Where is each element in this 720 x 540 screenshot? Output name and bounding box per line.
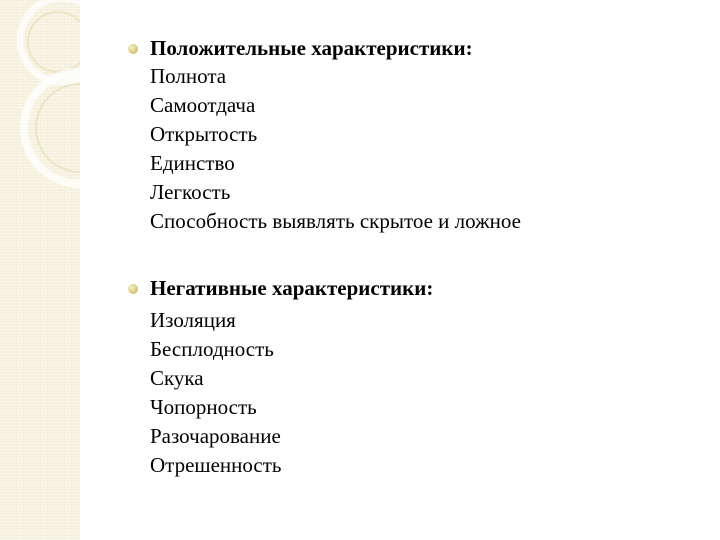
decorative-circles xyxy=(0,0,80,540)
list-item: Чопорность xyxy=(150,395,257,419)
positive-section xyxy=(128,34,521,236)
decor-circle-top-inner xyxy=(28,12,80,72)
list-item: Скука xyxy=(150,366,204,390)
decor-circle-middle xyxy=(24,72,80,184)
negative-heading: Негативные характеристики: xyxy=(150,276,434,300)
negative-section xyxy=(128,274,434,480)
list-item: Легкость xyxy=(150,180,231,204)
list-item: Открытость xyxy=(150,122,258,146)
list-item: Полнота xyxy=(150,64,227,88)
list-item: Отрешенность xyxy=(150,453,282,477)
list-item: Способность выявлять скрытое и ложное xyxy=(150,209,521,233)
list-item: Бесплодность xyxy=(150,337,274,361)
negative-heading-row xyxy=(128,274,434,302)
bullet-icon xyxy=(128,44,138,54)
list-item: Единство xyxy=(150,151,235,175)
bullet-icon xyxy=(128,284,138,294)
positive-heading: Положительные характеристики: xyxy=(150,36,473,60)
positive-heading-row xyxy=(128,34,499,62)
positive-list xyxy=(150,62,521,236)
decorative-side-band xyxy=(0,0,80,540)
negative-list xyxy=(150,306,282,480)
decor-circle-middle-inner xyxy=(36,84,80,172)
list-item: Разочарование xyxy=(150,424,281,448)
list-item: Самоотдача xyxy=(150,93,256,117)
list-item: Изоляция xyxy=(150,308,236,332)
